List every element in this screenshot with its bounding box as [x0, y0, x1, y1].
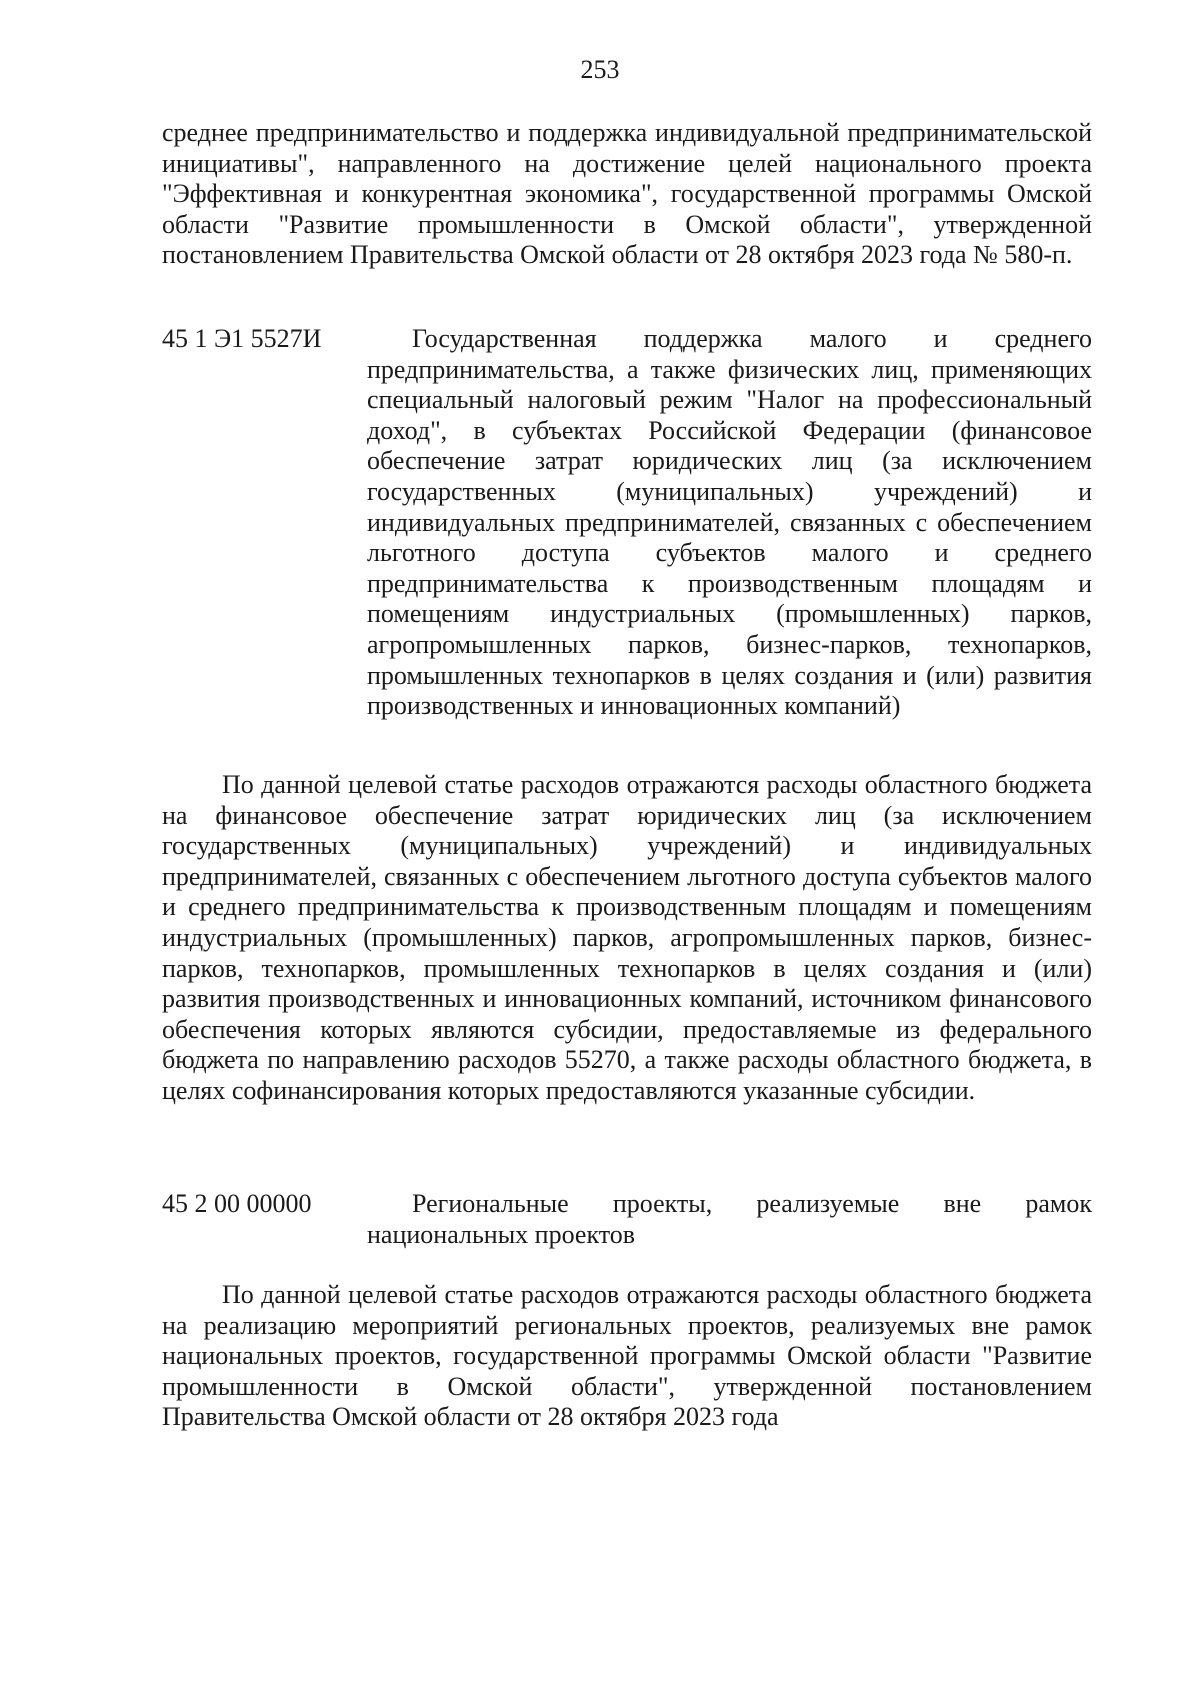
intro-paragraph: среднее предпринимательство и поддержка индивидуальной предпринимательской инициативы", направленного на достижение целей национального проекта "Эффективная и конкурентная экономика", государственной программы Омской области "Развитие промышленности в Омской области", утвержденной постановлением Правительства Омской области от 28 октября 2023 года № 580-п.	[162, 118, 1092, 270]
budget-item-title: Государственная поддержка малого и среднего предпринимательства, а также физических лиц, применяющих специальный налоговый режим "Налог на профессиональный доход", в субъектах Российской Федерации (финансовое обеспечение затрат юридических лиц (за исключением государственных (муниципальных) учреждений) и индивидуальных предпринимателей, связанных с обеспечением льготного доступа субъектов малого и среднего предпринимательства к производственным площадям и помещениям индустриальных (промышленных) парков, агропромышленных парков, бизнес-парков, технопарков, промышленных технопарков в целях создания и (или) развития производственных и инновационных компаний)	[367, 324, 1092, 721]
budget-code: 45 1 Э1 5527И	[162, 324, 322, 353]
page-number: 253	[580, 55, 620, 84]
budget-item-description: По данной целевой статье расходов отражаются расходы областного бюджета на финансовое обеспечение затрат юридических лиц (за исключением государственных (муниципальных) учреждений) и индивидуальных предпринимателей, связанных с обеспечением льготного доступа субъектов малого и среднего предпринимательства к производственным площадям и помещениям индустриальных (промышленных) парков, агропромышленных парков, бизнес-парков, технопарков, промышленных технопарков в целях создания и (или) развития производственных и инновационных компаний, источником финансового обеспечения которых являются субсидии, предоставляемые из федерального бюджета по направлению расходов 55270, а также расходы областного бюджета, в целях софинансирования которых предоставляются указанные субсидии.	[162, 770, 1092, 1105]
budget-code: 45 2 00 00000	[162, 1189, 312, 1218]
budget-item-title: Региональные проекты, реализуемые вне рамок национальных проектов	[367, 1189, 1092, 1249]
budget-item-description: По данной целевой статье расходов отражаются расходы областного бюджета на реализацию мероприятий региональных проектов, реализуемых вне рамок национальных проектов, государственной программы Омской области "Развитие промышленности в Омской области", утвержденной постановлением Правительства Омской области от 28 октября 2023 года	[162, 1280, 1092, 1432]
